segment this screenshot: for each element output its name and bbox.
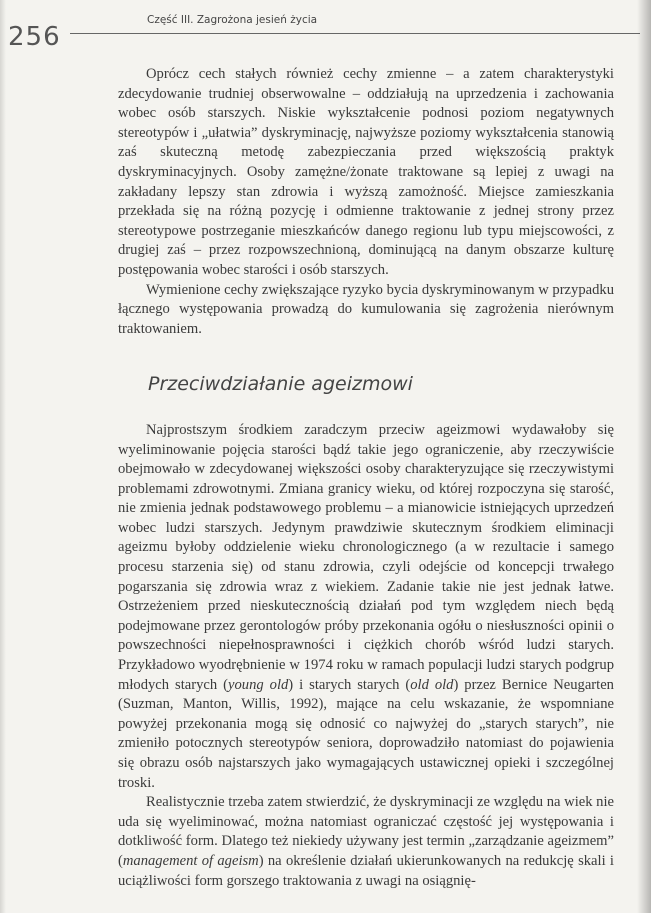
- page-edge-shadow-left: [0, 0, 6, 913]
- paragraph-3-text-b: ) i starych starych (: [288, 676, 411, 693]
- term-old-old: old old: [410, 676, 454, 693]
- paragraph-4: [118, 793, 614, 891]
- paragraph-1: Oprócz cech stałych również cechy zmienne – a zatem charakterystyki zdecydowanie trudniej obserwowalne – oddziałują na uprzedzenia i zachowania wobec osób starszych. Niskie wykształcenie podnosi poziom negatywnych stereotypów i „ułatwia” dyskryminację, najwyższe poziomy wykształcenia stanowią zaś skuteczną metodę zabezpieczania przed większością praktyk dyskryminacyjnych. Osoby zamężne/żonate traktowane są lepiej z uwagi na zakładany lepszy stan zdrowia i wyższą zamożność. Miejsce zamieszkania przekłada się na różną pozycję i odmienne traktowanie z jednej strony przez stereotypowe postrzeganie mieszkańców danego regionu lub typu miejscowości, z drugiej zaś – przez rozpowszechnioną, dominującą na danym obszarze kulturę postępowania wobec starości i osób starszych.: [118, 66, 614, 278]
- paragraph-3: [118, 421, 614, 793]
- running-head: Część III. Zagrożona jesień życia: [147, 14, 318, 26]
- paragraph-4-text-a: Realistycznie trzeba zatem stwierdzić, że dyskryminacji ze względu na wiek nie uda się wyeliminować, można natomiast ograniczać częstość jej występowania i dotkliwość form. Dlatego też niekiedy używany jest termin „zarządzanie ageizmem” (: [118, 794, 615, 869]
- paragraph-4-text-b: ) na określenie działań ukierunkowanych na redukcję skali i uciążliwości form gorszego traktowania z uwagi na osiągnię-: [118, 852, 614, 889]
- paragraph-3-text-c: ) przez Bernice Neugarten (Suzman, Manton, Willis, 1992), mające na celu wskazanie, że wspomniane powyżej przekonania mogą się odnosić co najwyżej do „starych starych”, nie zmieniło potocznych stereotypów seniora, doprowadziło natomiast do pojawienia się obrazu osób najstarszych jako wymagających ustawicznej opieki i szczególnej troski.: [118, 676, 614, 791]
- paragraph-3-text-a: Najprostszym środkiem zaradczym przeciw ageizmowi wydawałoby się wyeliminowanie pojęcia starości bądź takie jego ograniczenie, aby rzeczywiście obejmowało w zdecydowanej większości osoby charakteryzujące się rzeczywistymi problemami zdrowotnymi. Zmiana granicy wieku, od której rozpoczyna się starość, nie zmienia jednak podstawowego problemu – a mianowicie istniejących uprzedzeń wobec ludzi starszych. Jedynym prawdziwie skutecznym środkiem eliminacji ageizmu byłoby oddzielenie wieku chronologicznego (a w rezultacie i samego procesu starzenia się) od stanu zdrowia, czyli odejście od koncepcji trwałego pogarszania się zdrowia wraz z wiekiem. Zadanie takie nie jest jednak łatwe. Ostrzeżeniem przed nieskutecznością działań pod tym względem niech będą podejmowane przez gerontologów próby przekonania ogółu o niesłuszności opinii o powszechności niepełnosprawności i ciężkich chorób wśród ludzi starych. Przykładowo wyodrębnienie w 1974 roku w ramach populacji ludzi starych podgrup młodych starych (: [118, 421, 614, 693]
- main-text: [118, 65, 614, 891]
- paragraph-2: Wymienione cechy zwiększające ryzyko bycia dyskryminowanym w przypadku łącznego występowania prowadzą do kumulowania się zagrożenia nierównym traktowaniem.: [118, 281, 614, 337]
- term-young-old: young old: [228, 676, 289, 693]
- page-number: 256: [8, 22, 61, 52]
- section-heading: Przeciwdziałanie ageizmowi: [148, 373, 413, 396]
- page-edge-shadow-right: [637, 0, 651, 913]
- term-management-of-ageism: management of ageism: [122, 852, 259, 869]
- header-rule: [70, 33, 640, 34]
